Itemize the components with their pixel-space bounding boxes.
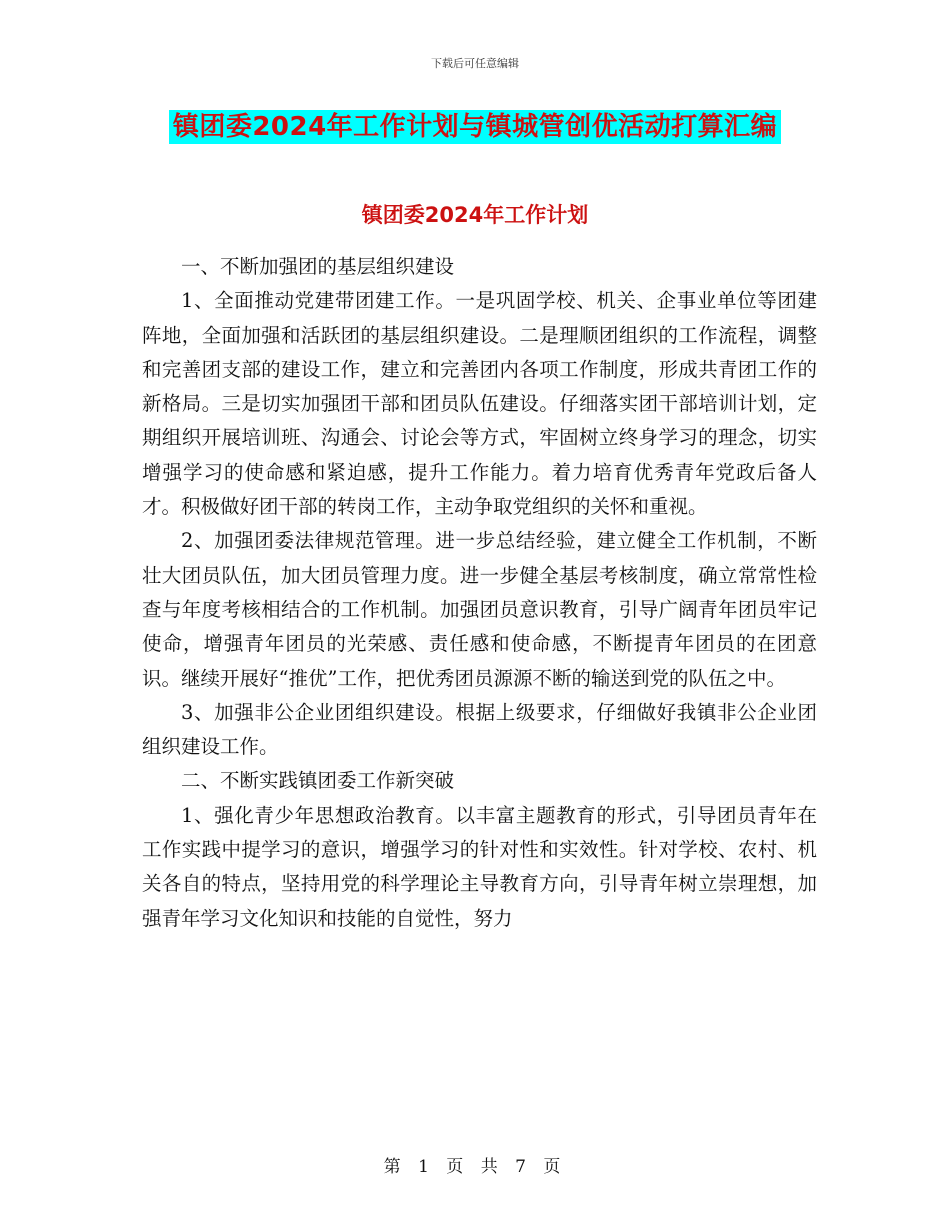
paragraph-2-1: 1、强化青少年思想政治教育。以丰富主题教育的形式，引导团员青年在工作实践中提学习的意识，增强学习的针对性和实效性。针对学校、农村、机关各自的特点，坚持用党的科学理论主导教育方向，引导青年树立崇理想，加强青年学习文化知识和技能的自觉性，努力 [142,803,817,930]
page-header-note: 下载后可任意编辑 [431,57,519,70]
document-main-title: 镇团委2024年工作计划与镇城管创优活动打算汇编 [169,110,781,144]
page-number-footer: 第 1 页 共 7 页 [383,1157,567,1177]
document-body [142,250,817,936]
paragraph-1-1: 1、全面推动党建带团建工作。一是巩固学校、机关、企事业单位等团建阵地，全面加强和活跃团的基层组织建设。二是理顺团组织的工作流程，调整和完善团支部的建设工作，建立和完善团内各项工作制度，形成共青团工作的新格局。三是切实加强团干部和团员队伍建设。仔细落实团干部培训计划，定期组织开展培训班、沟通会、讨论会等方式，牢固树立终身学习的理念，切实增强学习的使命感和紧迫感，提升工作能力。着力培育优秀青年党政后备人才。积极做好团干部的转岗工作，主动争取党组织的关怀和重视。 [142,289,817,519]
section-title: 镇团委2024年工作计划 [361,203,589,227]
heading-section-2: 二、不断实践镇团委工作新突破 [181,769,455,793]
paragraph-1-3: 3、加强非公企业团组织建设。根据上级要求，仔细做好我镇非公企业团组织建设工作。 [142,700,817,759]
main-title-container [0,110,950,144]
heading-section-1: 一、不断加强团的基层组织建设 [181,255,455,278]
paragraph-1-2: 2、加强团委法律规范管理。进一步总结经验，建立健全工作机制，不断壮大团员队伍，加大团员管理力度。进一步健全基层考核制度，确立常常性检查与年度考核相结合的工作机制。加强团员意识教育，引导广阔青年团员牢记使命，增强青年团员的光荣感、责任感和使命感，不断提青年团员的在团意识。继续开展好“推优”工作，把优秀团员源源不断的输送到党的队伍之中。 [142,529,817,690]
